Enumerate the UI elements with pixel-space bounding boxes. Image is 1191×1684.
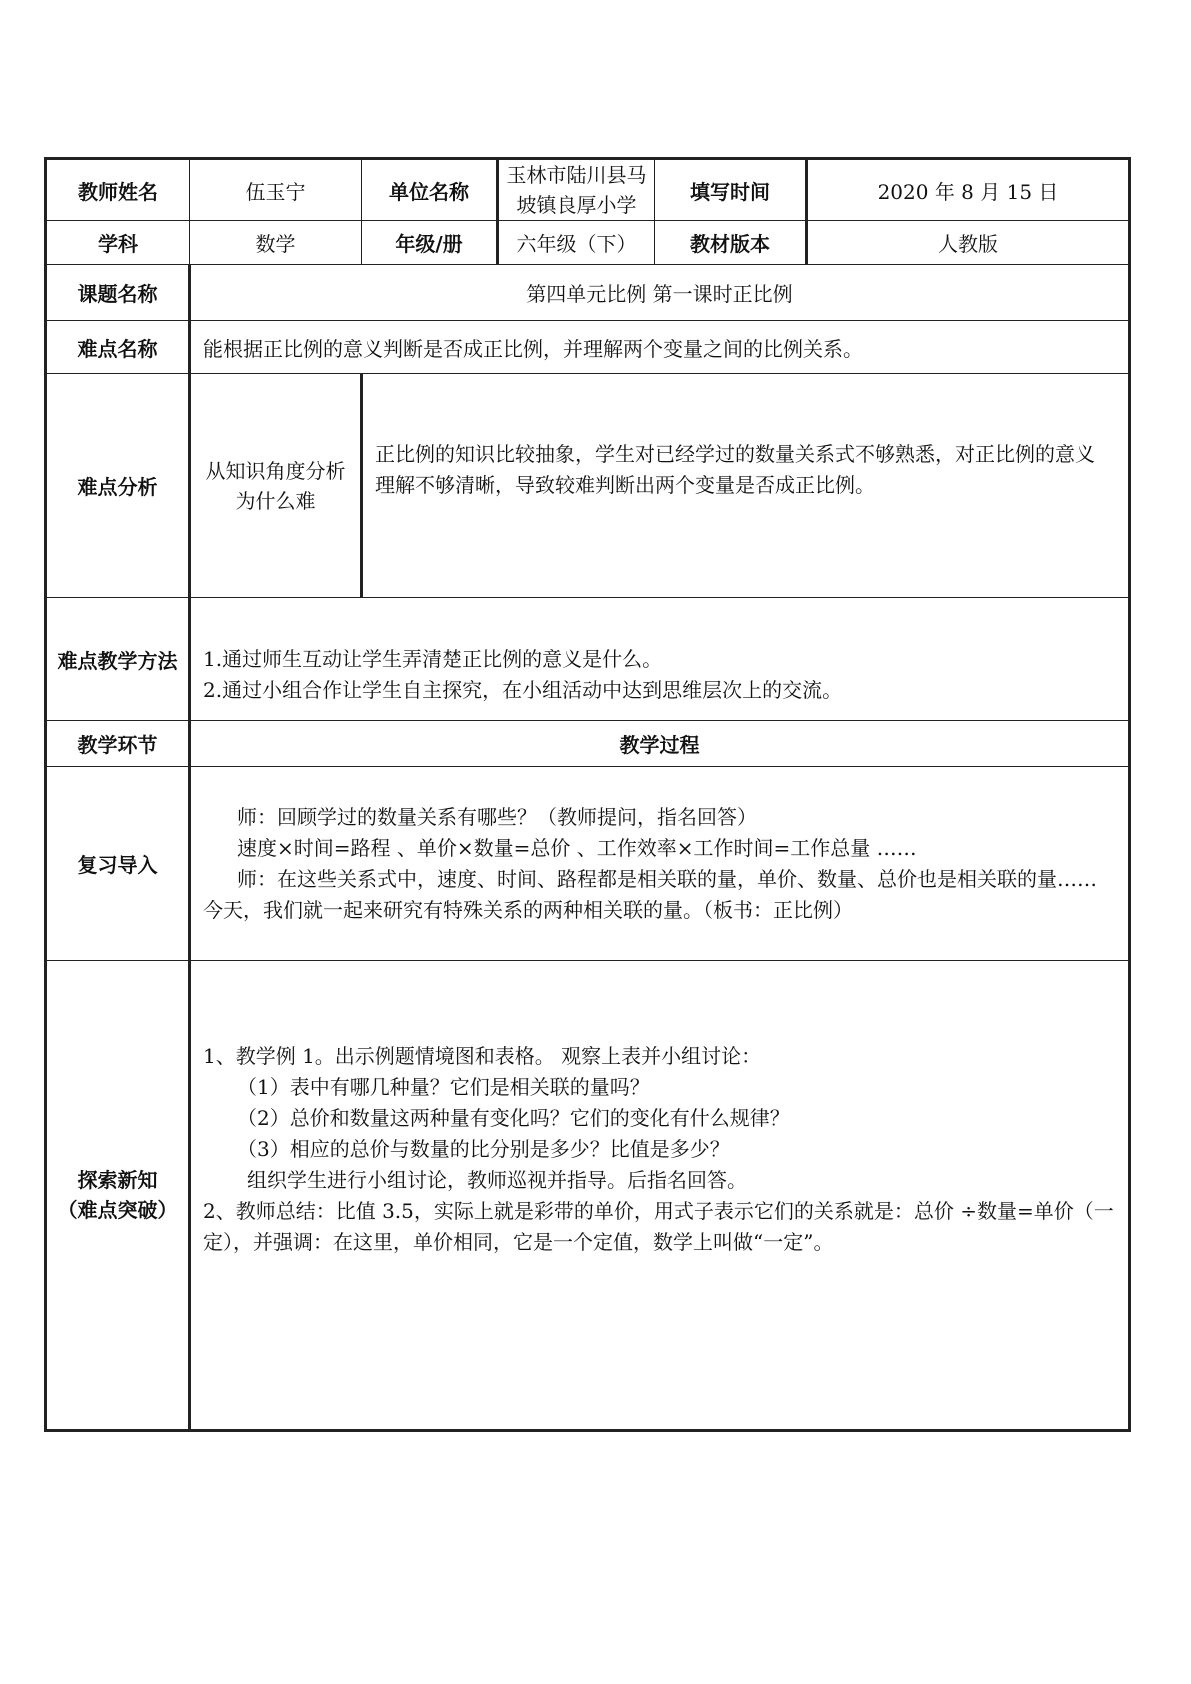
- grade-value: 六年级（下）: [498, 221, 655, 265]
- review-line-4: 今天，我们就一起来研究有特殊关系的两种相关联的量。（板书：正比例）: [203, 897, 853, 922]
- difficulty-value: 能根据正比例的意义判断是否成正比例，并理解两个变量之间的比例关系。: [190, 321, 1130, 374]
- method-item-2: 2.通过小组合作让学生自主探究，在小组活动中达到思维层次上的交流。: [203, 678, 843, 702]
- fill-date-value: 2020 年 8 月 15 日: [807, 159, 1130, 221]
- unit-name-value: [498, 159, 655, 221]
- review-line-3: 师：在这些关系式中，速度、时间、路程都是相关联的量，单价、数量、总价也是相关联的量……: [237, 866, 1097, 891]
- explore-line-3: （2）总价和数量这两种量有变化吗？它们的变化有什么规律？: [237, 1105, 790, 1130]
- analysis-value: 正比例的知识比较抽象，学生对已经学过的数量关系式不够熟悉，对正比例的意义理解不够清晰，导致较难判断出两个变量是否成正比例。: [362, 374, 1130, 598]
- fill-date-label: 填写时间: [655, 159, 807, 221]
- explore-line-6: 2、教师总结：比值 3.5，实际上就是彩带的单价，用式子表示它们的关系就是：总价 ÷数量=单价（一定），并强调：在这里，单价相同，它是一个定值，数学上叫做“一定”。: [203, 1198, 1114, 1254]
- explore-line-2: （1）表中有哪几种量？它们是相关联的量吗？: [237, 1074, 650, 1099]
- grade-label: 年级/册: [362, 221, 498, 265]
- subject-value: 数学: [190, 221, 362, 265]
- review-line-1: 师：回顾学过的数量关系有哪些？（教师提问，指名回答）: [237, 804, 757, 829]
- explore-label: [46, 961, 190, 1431]
- row-process-header: [46, 721, 1130, 767]
- row-analysis: [46, 374, 1130, 598]
- review-line-2: 速度×时间=路程 、单价×数量=总价 、工作效率×工作时间=工作总量 ……: [237, 835, 917, 860]
- edition-value: 人教版: [807, 221, 1130, 265]
- method-value: [190, 598, 1130, 721]
- explore-line-1: 1、教学例 1。出示例题情境图和表格。 观察上表并小组讨论：: [203, 1043, 762, 1068]
- row-review: [46, 767, 1130, 961]
- process-title: 教学过程: [190, 721, 1130, 767]
- analysis-sub-label-line-1: 从知识角度分析: [205, 458, 346, 483]
- method-item-1: 1.通过师生互动让学生弄清楚正比例的意义是什么。: [203, 647, 663, 671]
- explore-label-line-1: 探索新知: [77, 1168, 158, 1192]
- lesson-plan-table: [44, 157, 1131, 1432]
- analysis-sub-label-line-2: 为什么难: [235, 488, 316, 513]
- analysis-label: 难点分析: [46, 374, 190, 598]
- unit-name-line-2: 坡镇良厚小学: [516, 193, 637, 217]
- row-method: [46, 598, 1130, 721]
- review-label: 复习导入: [46, 767, 190, 961]
- difficulty-label: 难点名称: [46, 321, 190, 374]
- unit-name-line-1: 玉林市陆川县马: [506, 163, 647, 187]
- row-topic: [46, 265, 1130, 321]
- explore-label-line-2: （难点突破）: [57, 1198, 178, 1222]
- edition-label: 教材版本: [655, 221, 807, 265]
- explore-line-5: 组织学生进行小组讨论，教师巡视并指导。后指名回答。: [247, 1167, 747, 1192]
- topic-label: 课题名称: [46, 265, 190, 321]
- row-subject-info: [46, 221, 1130, 265]
- teacher-name-label: 教师姓名: [46, 159, 190, 221]
- topic-value: 第四单元比例 第一课时正比例: [190, 265, 1130, 321]
- subject-label: 学科: [46, 221, 190, 265]
- explore-line-4: （3）相应的总价与数量的比分别是多少？比值是多少？: [237, 1136, 730, 1161]
- teacher-name-value: 伍玉宁: [190, 159, 362, 221]
- process-stage-label: 教学环节: [46, 721, 190, 767]
- method-label: 难点教学方法: [46, 598, 190, 721]
- row-teacher-info: [46, 159, 1130, 221]
- explore-content: [190, 961, 1130, 1431]
- unit-name-label: 单位名称: [362, 159, 498, 221]
- analysis-sub-label: [190, 374, 362, 598]
- review-content: [190, 767, 1130, 961]
- row-difficulty: [46, 321, 1130, 374]
- row-explore: [46, 961, 1130, 1431]
